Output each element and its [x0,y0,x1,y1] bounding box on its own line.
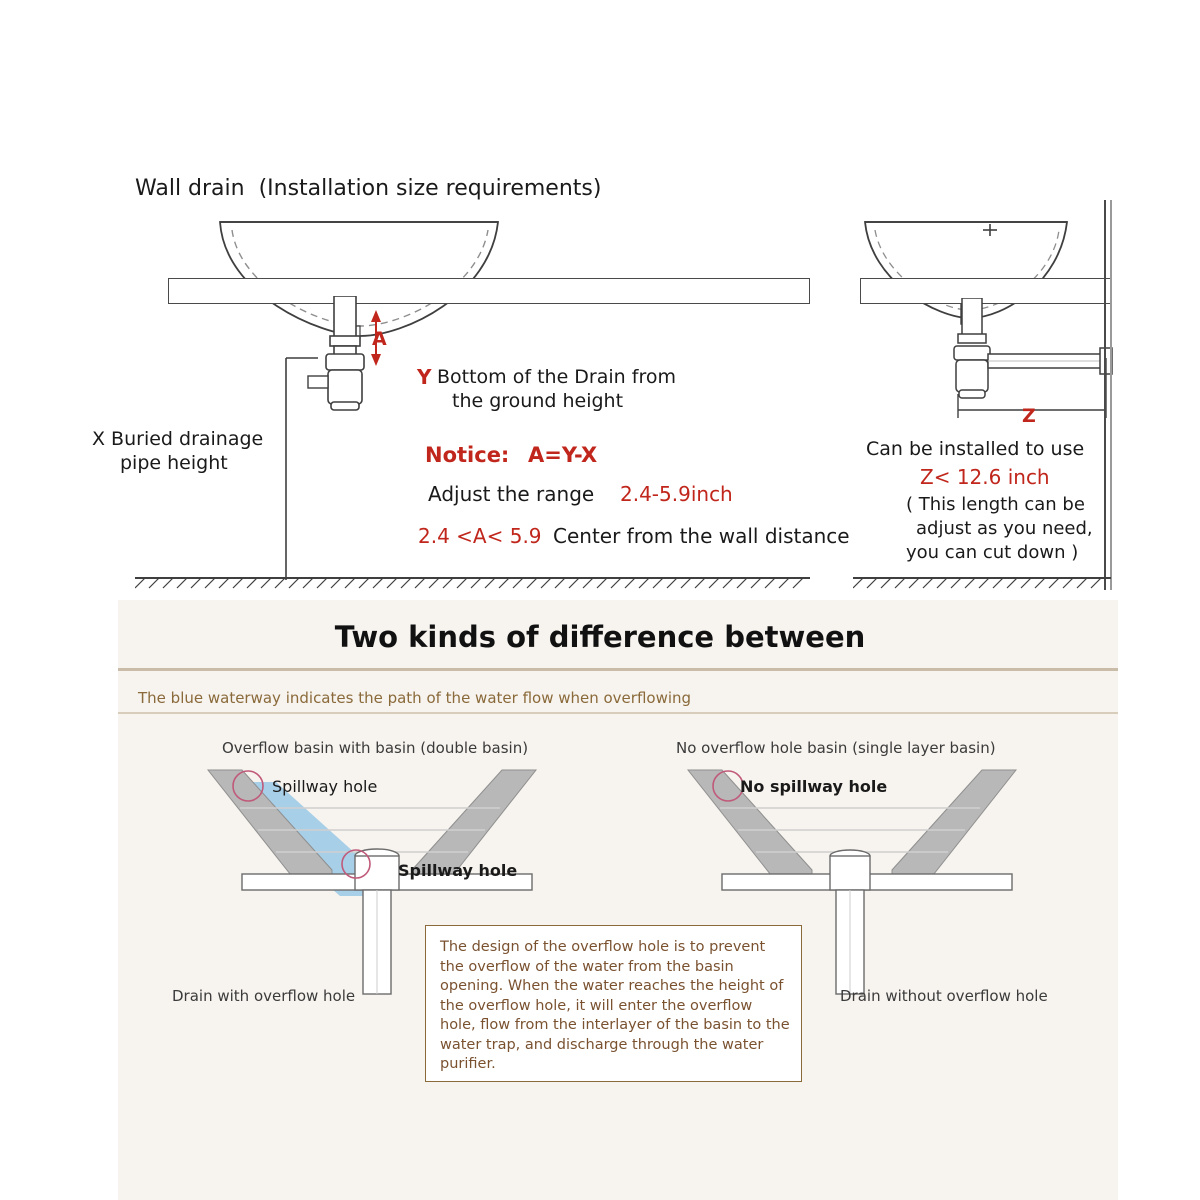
wall-line-inner [1110,200,1112,590]
x-label-line2: pipe height [120,452,228,474]
countertop-left [168,278,810,304]
label-Y: Y [417,365,432,389]
adjust-value: 2.4-5.9inch [620,482,733,506]
right-basin-bottom-caption: Drain without overflow hole [840,987,1048,1005]
left-basin-bottom-caption: Drain with overflow hole [172,987,356,1005]
overflow-note-text: The design of the overflow hole is to prevent the overflow of the water from the basin opening. When the water reaches the height of the overflow hole, it will enter the overflow hole, flow from the interlayer of the basin to the water trap, and discharge through the water purifier. [440,939,790,1073]
right-text-z-limit: Z< 12.6 inch [920,465,1050,489]
note-divider [118,712,1118,714]
notice-formula: A=Y-X [528,443,598,467]
right-text-line3: ( This length can be [906,494,1085,515]
right-no-spillway-label: No spillway hole [740,777,888,796]
x-dimension-line [270,350,330,590]
top-title: Wall drain (Installation size requirements) [135,176,602,201]
adjust-label: Adjust the range [428,482,595,506]
left-spillway-bottom-label: Spillway hole [398,861,518,880]
ground-hatch-left [135,572,810,594]
y-text-line2: the ground height [452,390,624,412]
blue-waterway-note: The blue waterway indicates the path of the water flow when overflowing [138,689,692,707]
right-basin-caption: No overflow hole basin (single layer basin) [676,739,996,757]
right-text-line1: Can be installed to use [866,438,1085,460]
x-label-line1: X Buried drainage [92,428,264,450]
heading-divider [118,668,1118,671]
wall-line-outer [1104,200,1106,590]
right-text-line5: you can cut down ) [906,542,1079,563]
ground-hatch-right [853,572,1111,594]
left-basin-caption: Overflow basin with basin (double basin) [222,739,529,757]
notice-label: Notice: [425,443,510,467]
right-text-line4: adjust as you need, [916,518,1093,539]
left-spillway-top-label: Spillway hole [272,777,378,796]
range-text: Center from the wall distance [553,524,850,548]
label-Z: Z [1022,405,1036,427]
y-text-line1: Bottom of the Drain from [437,366,676,388]
range-formula: 2.4 <A< 5.9 [418,524,542,548]
label-A: A [372,328,387,350]
bottom-heading: Two kinds of difference between [334,620,866,654]
